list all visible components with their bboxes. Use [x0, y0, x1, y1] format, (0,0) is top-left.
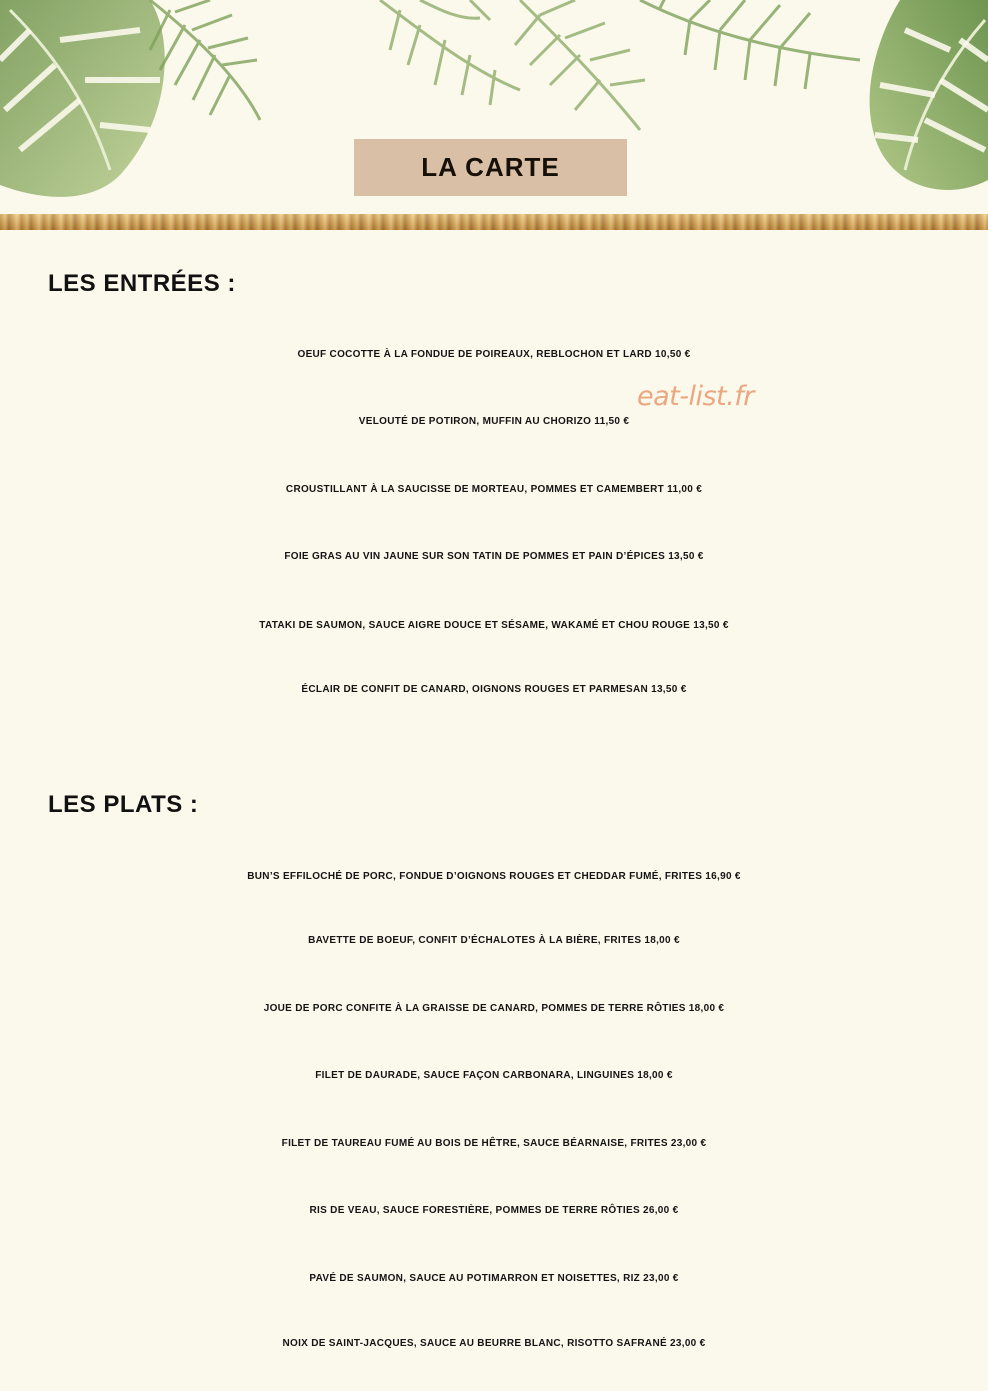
- section-title-plats: LES PLATS :: [48, 791, 199, 818]
- menu-item-plat: FILET DE TAUREAU FUMÉ AU BOIS DE HÊTRE, SAUCE BÉARNAISE, FRITES 23,00 €: [281, 1138, 707, 1149]
- palm-frond-left-icon: [150, 0, 260, 120]
- menu-item-entree: ÉCLAIR DE CONFIT DE CANARD, OIGNONS ROUGES ET PARMESAN 13,50 €: [301, 684, 687, 695]
- gold-divider: [0, 214, 988, 230]
- menu-item-entree: CROUSTILLANT À LA SAUCISSE DE MORTEAU, POMMES ET CAMEMBERT 11,00 €: [285, 484, 703, 495]
- menu-item-plat: BAVETTE DE BOEUF, CONFIT D’ÉCHALOTES À LA BIÈRE, FRITES 18,00 €: [308, 935, 680, 946]
- menu-item-entree: OEUF COCOTTE À LA FONDUE DE POIREAUX, REBLOCHON ET LARD 10,50 €: [297, 349, 691, 360]
- menu-item-plat: NOIX DE SAINT-JACQUES, SAUCE AU BEURRE BLANC, RISOTTO SAFRANÉ 23,00 €: [282, 1338, 706, 1349]
- menu-title: LA CARTE: [354, 139, 627, 196]
- menu-item-entree: FOIE GRAS AU VIN JAUNE SUR SON TATIN DE POMMES ET PAIN D’ÉPICES 13,50 €: [284, 551, 704, 562]
- menu-item-entree: VELOUTÉ DE POTIRON, MUFFIN AU CHORIZO 11,50 €: [358, 416, 630, 427]
- monstera-leaf-right-icon: [870, 0, 988, 190]
- palm-frond-center-icon: [380, 0, 645, 130]
- menu-item-plat: JOUE DE PORC CONFITE À LA GRAISSE DE CANARD, POMMES DE TERRE RÔTIES 18,00 €: [263, 1003, 725, 1014]
- menu-item-entree: TATAKI DE SAUMON, SAUCE AIGRE DOUCE ET SÉSAME, WAKAMÉ ET CHOU ROUGE 13,50 €: [259, 620, 729, 631]
- menu-item-plat: RIS DE VEAU, SAUCE FORESTIÈRE, POMMES DE TERRE RÔTIES 26,00 €: [309, 1205, 679, 1216]
- monstera-leaf-left-icon: [0, 0, 165, 197]
- palm-frond-right-icon: [640, 0, 860, 89]
- watermark: eat-list.fr: [637, 381, 754, 412]
- menu-item-plat: FILET DE DAURADE, SAUCE FAÇON CARBONARA, LINGUINES 18,00 €: [315, 1070, 673, 1081]
- menu-item-plat: BUN’S EFFILOCHÉ DE PORC, FONDUE D’OIGNONS ROUGES ET CHEDDAR FUMÉ, FRITES 16,90 €: [247, 871, 741, 882]
- section-title-entrees: LES ENTRÉES :: [48, 270, 236, 297]
- menu-item-plat: PAVÉ DE SAUMON, SAUCE AU POTIMARRON ET NOISETTES, RIZ 23,00 €: [309, 1273, 679, 1284]
